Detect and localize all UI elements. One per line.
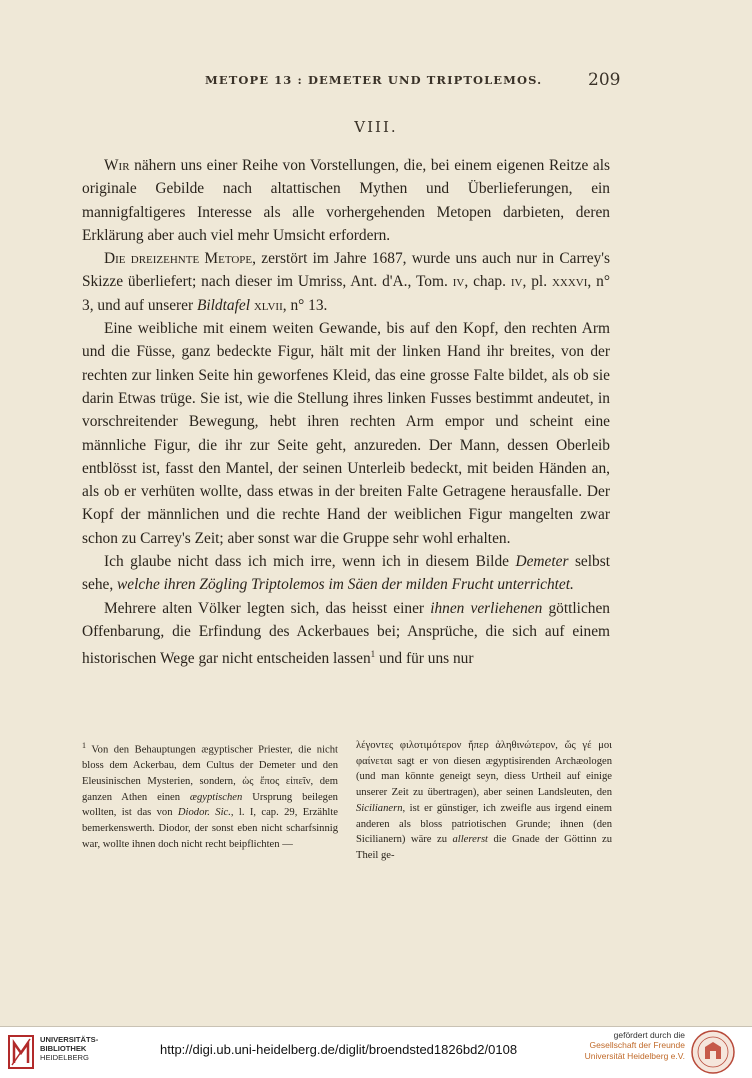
footer-divider [0, 1026, 752, 1027]
library-name-line: HEIDELBERG [40, 1053, 89, 1063]
library-name-line: UNIVERSITÄTS- [40, 1035, 99, 1044]
library-logo-icon[interactable] [8, 1035, 34, 1069]
paragraph-2 [82, 247, 610, 317]
university-seal-icon [690, 1029, 736, 1075]
footnote-segment: , l. I, cap. 29, Erzählte bemerkenswerth. Diodor, der sonst eben nicht scharfsinnig war, wollte ihnen doch nicht recht beipflichten — [82, 807, 338, 850]
paragraph-4 [82, 550, 610, 597]
permalink-url[interactable]: http://digi.ub.uni-heidelberg.de/diglit/broendsted1826bd2/0108 [160, 1042, 518, 1057]
lead-word: Die dreizehnte Metope [104, 250, 253, 268]
paragraph-text: Mehrere alten Völker legten sich, das heisst einer [104, 599, 431, 617]
paragraph-text: und für uns nur [375, 650, 474, 668]
footnote-segment: Ursprung beilegen wollten, ist das von [82, 791, 338, 819]
footnote-marker: 1 [82, 741, 86, 750]
roman-numeral: iv [510, 273, 523, 291]
paragraph-text: selbst sehe, [82, 553, 610, 594]
paragraph-text: Ich glaube nicht dass ich mich irre, wenn ich in diesem Bilde [104, 553, 516, 571]
paragraph-text: , chap. [464, 273, 511, 291]
roman-numeral: xxxvi [551, 273, 588, 291]
sponsor-name: Universität Heidelberg e.V. [584, 1050, 685, 1061]
paragraph-3: Eine weibliche mit einem weiten Gewande, bis auf den Kopf, den rechten Arm und die Füsse, ganz bedeckte Figur, hält mit der linken Hand ihr breites, von der rechten zur linken Seite hin geworfenes Kleid, das eine grosse Falte bildet, als ob sie darin Etwas trüge. Sie ist, wie die Stellung ihres linken Fusses bestimmt andeutet, in vorschreitender Bewegung, hebt ihren rechten Arm empor und scheint eine männliche Figur, die ihr zur Seite geht, anzureden. Der Mann, dessen Oberleib entblösst ist, fasst den Mantel, der seinen Unterleib bedeckt, mit beiden Händen an, als ob er verhüten wollte, dass etwas in der breiten Falte Getragene herausfalle. Der Kopf der männlichen und die rechte Hand der weiblichen Figur mangelten zwar schon zu Carrey's Zeit; aber sonst war die Gruppe sehr wohl erhalten. [82, 320, 610, 547]
sponsor-block[interactable] [575, 1030, 685, 1061]
roman-numeral: iv [452, 273, 465, 291]
italic-text: ihnen verliehenen [430, 599, 543, 617]
lead-word: Wir [104, 157, 130, 174]
section-title: VIII. [354, 118, 398, 136]
library-name[interactable] [40, 1035, 98, 1063]
footnote-text [82, 738, 338, 852]
paragraph-5 [82, 597, 610, 671]
paragraph-text: , pl. [522, 273, 552, 291]
sponsor-name: Gesellschaft der Freunde [589, 1040, 685, 1051]
footnote-text [356, 738, 612, 864]
italic-text: welche ihren Zögling Triptolemos im Säen der milden Frucht unterrichtet. [117, 576, 574, 594]
roman-numeral: xlvii [249, 296, 283, 314]
viewer-footer [0, 1026, 752, 1078]
paragraph-text: göttlichen Offenbarung, die Erfindung des Ackerbaues bei; Ansprüche, die sich auf einem historischen Wege gar nicht entscheiden lassen [82, 599, 610, 668]
footnote-segment: die Gnade der Göttinn zu Theil ge- [356, 834, 612, 861]
footnote-column-left [82, 738, 338, 852]
italic-text: Diodor. Sic. [177, 807, 231, 819]
italic-text: allererst [452, 834, 489, 846]
footnote-column-right [356, 738, 612, 864]
footnote-segment: λέγοντες φιλοτιμότερον ἤπερ ἀληθινώτερον, ὥς γέ μοι φαίνεται sagt er von diesen ægyptisirenden Archæologen (und man könnte geneigt seyn, diess Urtheil auf einige unserer Zeit zu übertragen), aber seinen Landsleuten, den [356, 740, 612, 799]
italic-text: ægyptischen [189, 791, 243, 803]
italic-text: Demeter [515, 553, 569, 571]
paragraph-text: , n° 13. [282, 296, 328, 314]
page-number: 209 [588, 70, 621, 90]
italic-text: Bildtafel [196, 296, 250, 314]
paragraph-text: nähern uns einer Reihe von Vorstellungen, die, bei einem eigenen Reitze als originale Gebilde nach altattischen Mythen und Überlieferungen, ein mannigfaltigeres Interesse als alle vorhergehenden Metopen darbieten, deren Erklärung aber auch viel mehr Umsicht erfordern. [82, 157, 610, 244]
sponsor-caption: gefördert durch die [613, 1030, 685, 1040]
library-name-line: BIBLIOTHEK [40, 1044, 87, 1054]
page-header [0, 70, 752, 94]
running-title: METOPE 13 : DEMETER UND TRIPTOLEMOS. [205, 73, 543, 87]
paragraph-text: , n° 3, und auf unserer [82, 273, 610, 314]
italic-text: Sicilianern [356, 802, 403, 814]
paragraph-text: , zerstört im Jahre 1687, wurde uns auch nur in Carrey's Skizze überliefert; nach dieser im Umriss, Ant. d'A., Tom. [82, 250, 611, 291]
footnote-marker: 1 [370, 649, 376, 660]
main-text [82, 154, 610, 671]
footnote-segment: Von den Behauptungen ægyptischer Priester, die nicht bloss dem Ackerbau, dem Cultus der Demeter und den Eleusinischen Mysterien, sondern, ὡς ἔπος εἰπεῖν, dem ganzen Athen einen [82, 744, 338, 803]
footnote-segment: , ist er günstiger, ich zweifle aus irgend einem anderen als bloss patriotischen Grunde; ihnen (den Sicilianern) wäre zu [356, 802, 612, 846]
paragraph-1 [82, 154, 610, 247]
